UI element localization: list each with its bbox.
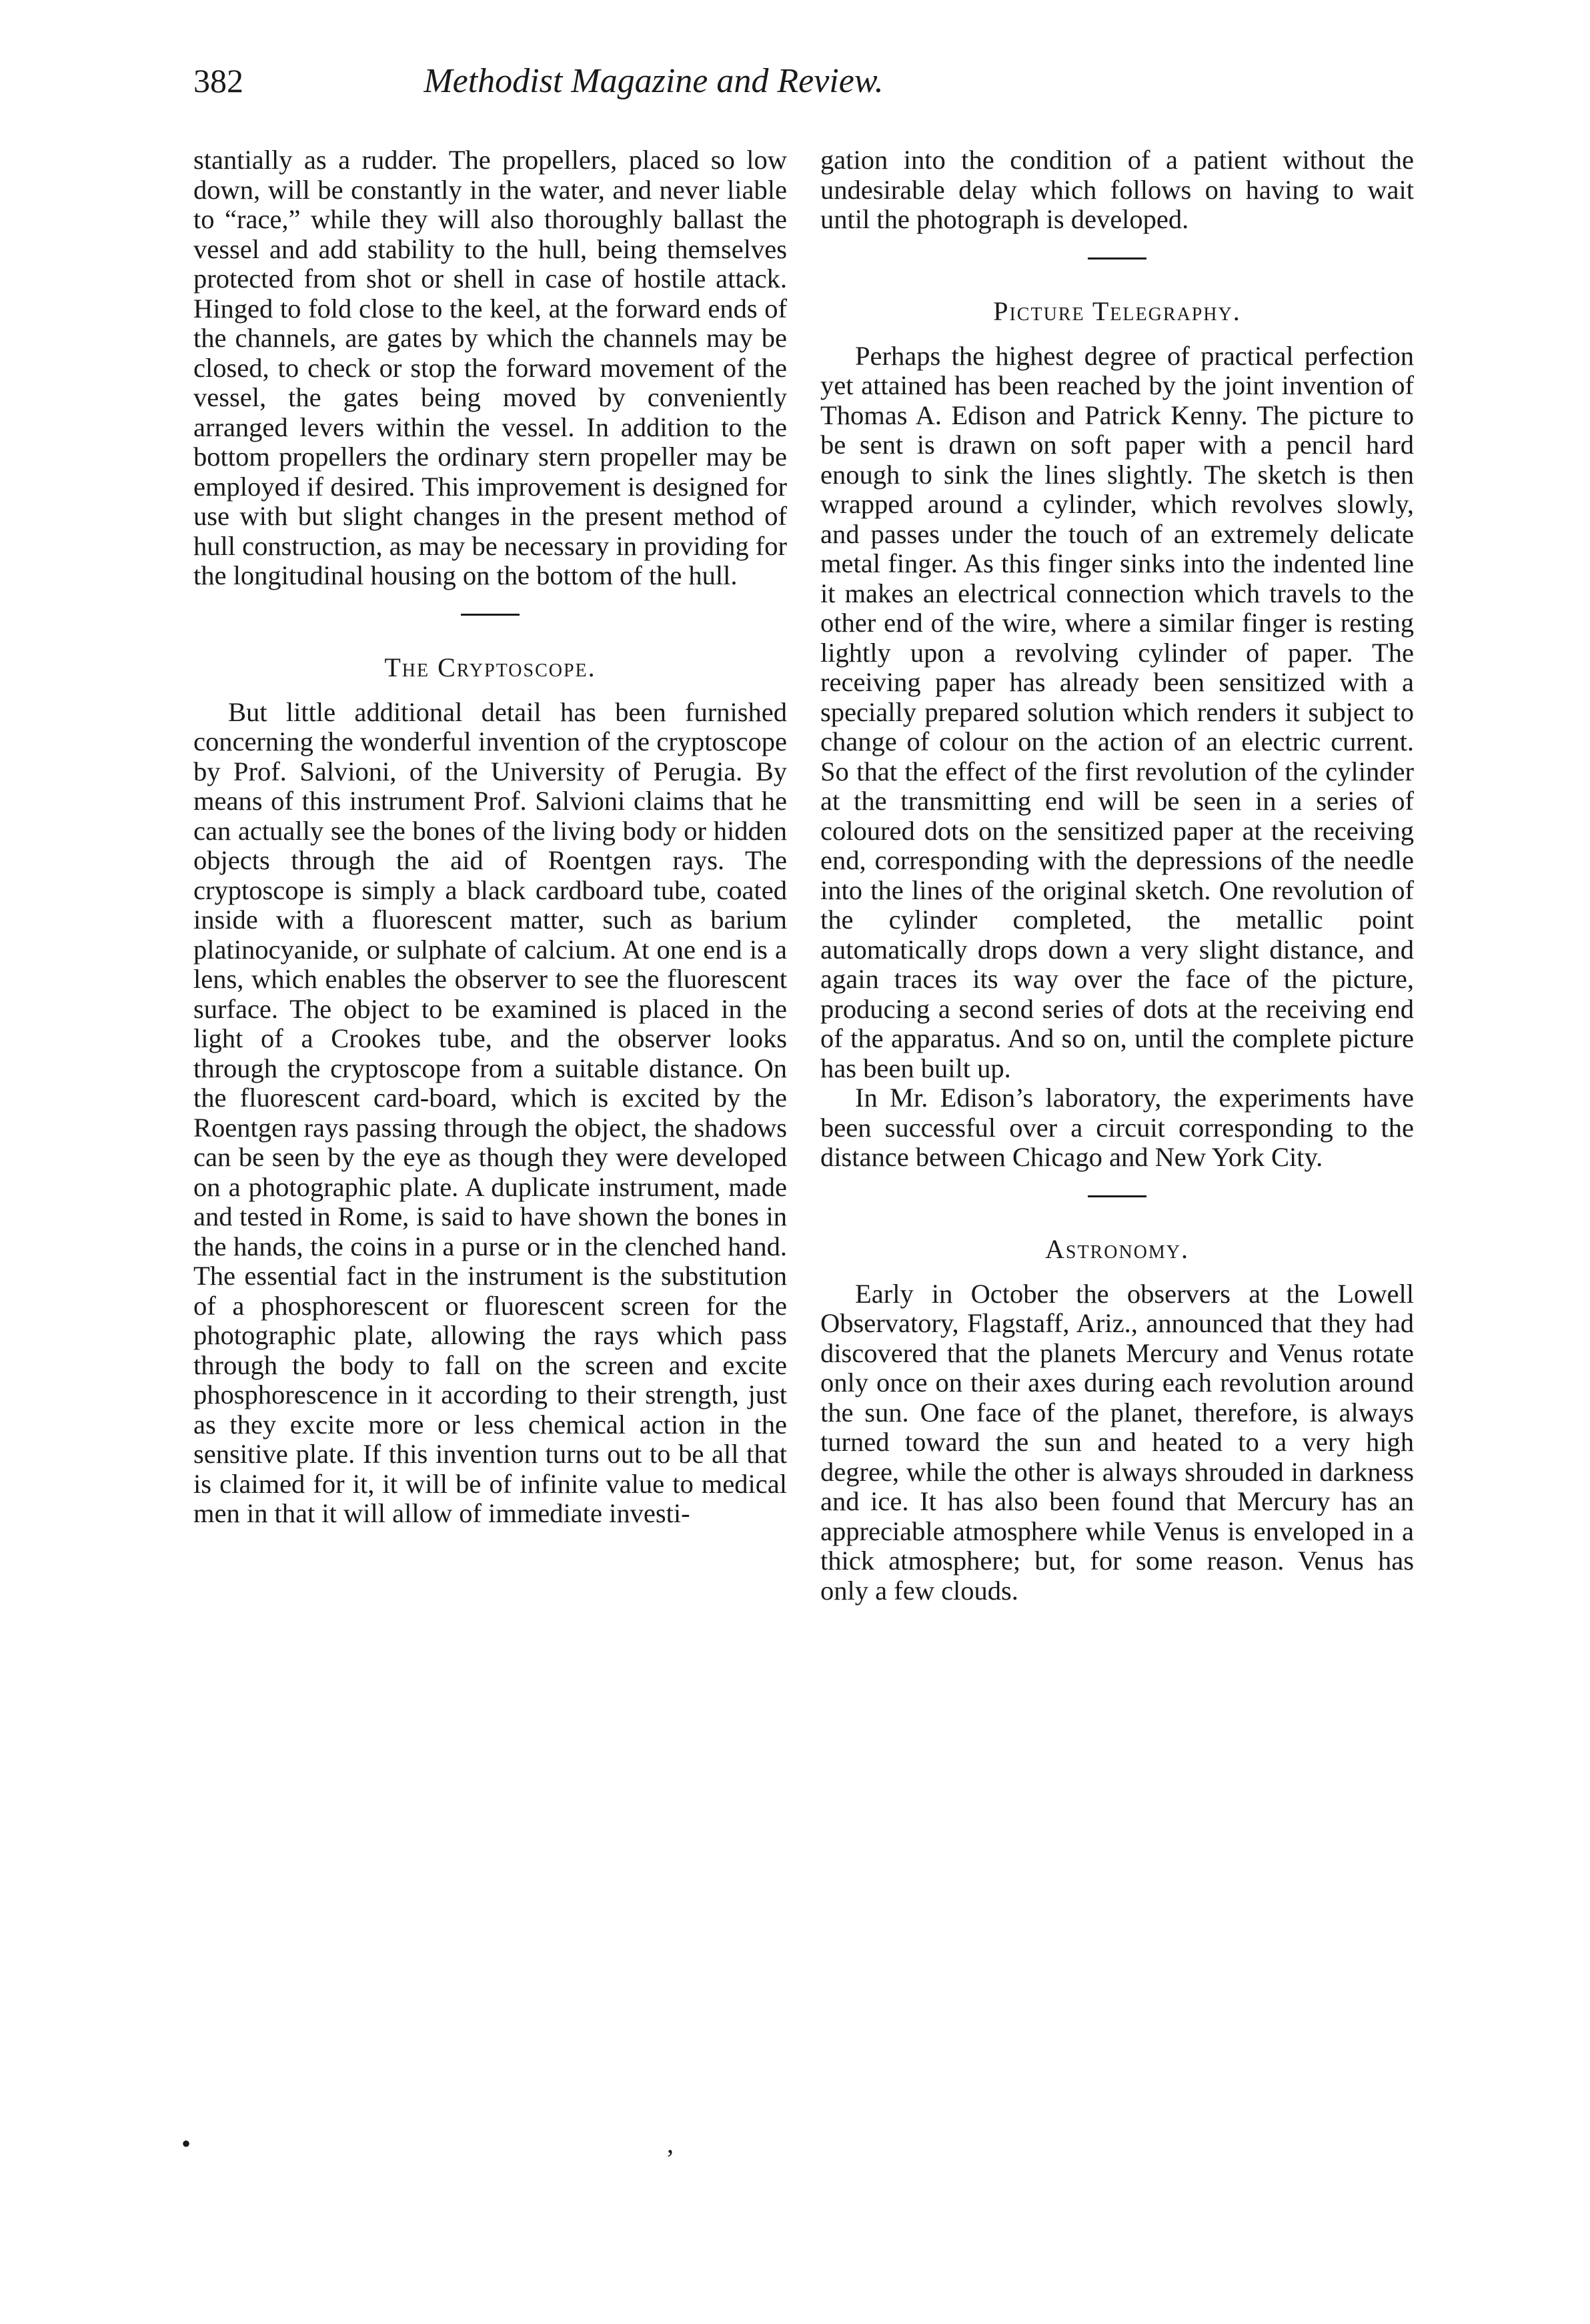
hull-continuation-paragraph: stantially as a rudder. The propellers, placed so low down, will be constantly in the water, and never liable to “race,” while they will also thoroughly ballast the vessel and add stability to the hull, being themselves protected from shot or shell in case of hostile attack. Hinged to fold close to the keel, at the forward ends of the channels, are gates by which the channels may be closed, to check or stop the forward movement of the vessel, the gates being moved by conveniently arranged levers within the vessel. In addition to the bottom propellers the ordinary stern propeller may be employed if desired. This improvement is designed for use with but slight changes in the present method of hull construction, as may be necessary in providing for the longitudinal housing on the bottom of the hull. xyxy=(193,145,787,590)
page-number: 382 xyxy=(193,62,243,99)
astronomy-paragraph: Early in October the observers at the Lowell Observatory, Flagstaff, Ariz., announced that they had discovered that the planets Mercury and Venus rotate only once on their axes during each revolution around the sun. One face of the planet, therefore, is always turned toward the sun and heated to a very high degree, while the other is always shrouded in darkness and ice. It has also been found that Mercury has an appreciable atmosphere while Venus is enveloped in a thick atmosphere; but, for some reason. Venus has only a few clouds. xyxy=(820,1278,1414,1606)
cryptoscope-continuation-paragraph: gation into the condition of a patient without the undesirable delay which follows on having to wait until the photograph is developed. xyxy=(820,145,1414,234)
running-title: Methodist Magazine and Review. xyxy=(424,62,884,100)
footer-mark-left: • xyxy=(181,2129,191,2159)
right-column xyxy=(820,145,1414,1606)
left-column xyxy=(193,145,787,1529)
astronomy-heading: Astronomy. xyxy=(1044,1233,1190,1264)
footer-mark-center: , xyxy=(667,2129,674,2159)
cryptoscope-paragraph: But little additional detail has been furnished concerning the wonderful invention of the cryptoscope by Prof. Salvioni, of the University of Perugia. By means of this instrument Prof. Salvioni claims that he can actually see the bones of the living body or hidden objects through the aid of Roentgen rays. The cryptoscope is simply a black cardboard tube, coated inside with a fluorescent matter, such as barium platinocyanide, or sulphate of calcium. At one end is a lens, which enables the observer to see the fluorescent surface. The object to be examined is placed in the light of a Crookes tube, and the observer looks through the cryptoscope from a suitable distance. On the fluorescent card-board, which is excited by the Roentgen rays passing through the object, the shadows can be seen by the eye as though they were developed on a photographic plate. A duplicate instrument, made and tested in Rome, is said to have shown the bones in the hands, the coins in a purse or in the clenched hand. The essential fact in the instrument is the substitution of a phosphorescent or fluorescent screen for the photographic plate, allowing the rays which pass through the body to fall on the screen and excite phosphorescence in it according to their strength, just as they excite more or less chemical action in the sensitive plate. If this invention turns out to be all that is claimed for it, it will be of infinite value to medical men in that it will allow of immediate investi- xyxy=(193,696,787,1528)
running-header xyxy=(193,61,1114,115)
section-divider xyxy=(1088,1195,1146,1197)
picture-telegraphy-heading: Picture Telegraphy. xyxy=(993,296,1241,326)
section-divider xyxy=(1088,257,1146,259)
cryptoscope-heading: The Cryptoscope. xyxy=(384,652,596,682)
section-divider xyxy=(461,614,520,616)
picture-telegraphy-paragraph: Perhaps the highest degree of practical perfection yet attained has been reached by the joint invention of Thomas A. Edison and Patrick Kenny. The picture to be sent is drawn on soft paper with a pencil hard enough to sink the lines slightly. The sketch is then wrapped around a cylinder, which revolves slowly, and passes under the touch of an extremely delicate metal finger. As this finger sinks into the indented line it makes an electrical connection which travels to the other end of the wire, where a similar finger is resting lightly upon a revolving cylinder of paper. The receiving paper has already been sensitized with a specially prepared solution which renders it subject to change of colour on the action of an electric current. So that the effect of the first revolution of the cylinder at the transmitting end will be seen in a series of coloured dots on the sensitized paper at the receiving end, corresponding with the depressions of the needle into the lines of the original sketch. One revolution of the cylinder completed, the metallic point automatically drops down a very slight distance, and again traces its way over the face of the picture, producing a second series of dots at the receiving end of the apparatus. And so on, until the complete picture has been built up. xyxy=(820,340,1414,1083)
edison-laboratory-paragraph: In Mr. Edison’s laboratory, the experiments have been successful over a circuit corresponding to the distance between Chicago and New York City. xyxy=(820,1083,1414,1172)
